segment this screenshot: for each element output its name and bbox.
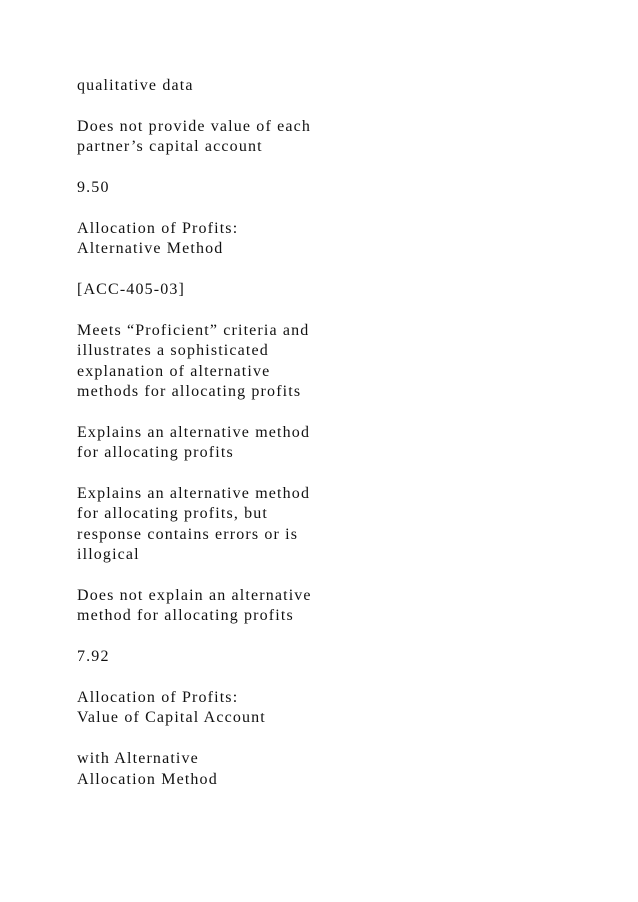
criterion-title-continued: with Alternative Allocation Method — [77, 750, 218, 788]
score-value: 9.50 — [77, 179, 110, 196]
document-page — [77, 76, 597, 810]
text-no-capital-value: Does not provide value of each partner’s capital account — [77, 117, 311, 156]
level-exemplary: Meets “Proficient” criteria and illustrates a sophisticated explanation of alternative methods for allocating profits — [77, 321, 310, 401]
score-value: 7.92 — [77, 648, 110, 666]
text-qualitative-data: qualitative data — [77, 77, 194, 94]
level-approaching: Explains an alternative method for allocating profits, but response contains errors or is illogical — [77, 485, 311, 564]
criterion-title: Allocation of Profits: Value of Capital Account — [77, 689, 266, 727]
level-proficient: Explains an alternative method for allocating profits — [77, 423, 311, 462]
criterion-code: [ACC-405-03] — [77, 281, 186, 298]
criterion-title: Allocation of Profits: Alternative Method — [77, 219, 239, 258]
level-not-evident: Does not explain an alternative method for allocating profits — [77, 587, 312, 625]
